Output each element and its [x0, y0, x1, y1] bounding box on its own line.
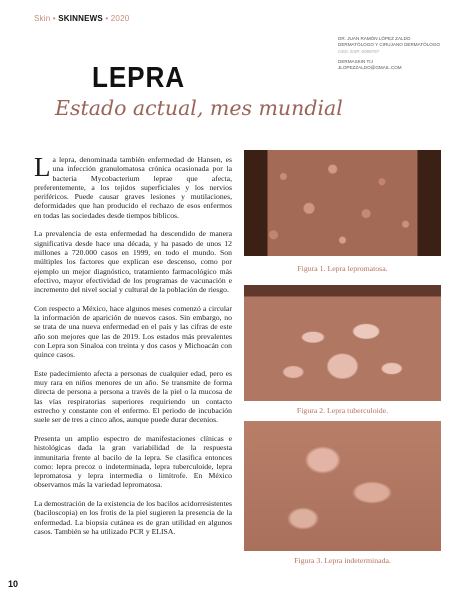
page-number: 10: [8, 579, 19, 589]
header-brand: SKINNEWS: [58, 14, 103, 23]
author-block: [338, 36, 453, 71]
paragraph-2: La prevalencia de esta enfermedad ha descendido de manera significativa desde hace una década, y ha pasado de unos 12 millones a 720.000 casos en 1999, en todo el mundo. Son múltiples los factores que explican ese descenso, como por ejemplo un mejor diagnóstico, tratamiento farmacológico más efectivo, mayor efectividad de los programas de vacunación e incremento del nivel social y cultural de la población de riesgo.: [34, 229, 232, 295]
author-practice: DERMASKIN TIJ: [338, 58, 373, 64]
author-email: JLOPEZZALDO@GMAIL.COM: [338, 65, 402, 71]
header-suffix: • 2020: [102, 14, 130, 23]
figure-3-photo: [244, 421, 441, 551]
magazine-header: [34, 14, 129, 23]
figure-2-caption: Figura 2. Lepra tuberculoide.: [296, 406, 389, 415]
paragraph-6: La demostración de la existencia de los bacilos acidorresistentes (baciloscopia) en los frotis de la piel sugieren la presencia de la enfermedad. La biopsia cutánea es de gran utilidad en algunos casos. También se ha utilizado PCR y ELISA.: [34, 498, 232, 536]
article-subtitle: Estado actual, mes mundial: [55, 96, 343, 120]
paragraph-4: Este padecimiento afecta a personas de cualquier edad, pero es muy rara en niños menores de un año. Se transmite de forma directa de persona a persona a través de la piel o la mucosa de las vías respiratorias superiores requiriendo un contacto estrecho y constante con el enfermo. El periodo de incubación suele ser de tres a cinco años, aunque puede durar decenios.: [34, 368, 232, 425]
figure-3-caption: Figura 3. Lepra indeterminada.: [294, 556, 391, 565]
figure-1-photo: [244, 150, 441, 256]
author-name: DR. JUAN RAMÓN LÓPEZ ZALDO: [338, 36, 411, 41]
paragraph-1: La lepra, denominada también enfermedad de Hansen, es una infección granulomatosa crónica ocasionada por la bacteria Mycobacterium leprae que afecta, preferentemente, a los tejidos superficiales y los nervios periféricos. Puede causar graves lesiones y mutilaciones, deformidades que han producido el rechazo de esos enfermos en todas las sociedades desde tiempos bíblicos.: [34, 152, 232, 220]
author-license: CED. ESP. 6099797: [338, 48, 380, 54]
figure-1-caption: Figura 1. Lepra lepromatosa.: [297, 264, 388, 273]
paragraph-5: Presenta un amplio espectro de manifestaciones clínicas e histológicas dada la gran variabilidad de la respuesta inmunitaria frente al bacilo de la lepra. Se clasifica entonces como: lepra precoz o indeterminada, lepra tuberculoide, lepra lepromatosa y lepra intermedia o limítrofe. En México observamos más la variedad lepromatosa.: [34, 433, 232, 490]
figure-2-photo: [244, 285, 441, 401]
paragraph-3: Con respecto a México, hace algunos meses comenzó a circular la información de aparición de nuevos casos. Sin embargo, no se trata de una nueva enfermedad en el país y las cifras de este año son mejores que las de 2019. Los estados más prevalentes con Lepra son Sinaloa con treinta y dos casos y Michoacán con quince casos.: [34, 303, 232, 360]
article-body: [34, 152, 232, 545]
header-prefix: Skin •: [34, 14, 59, 23]
author-title: DERMATÓLOGO Y CIRUJANO DERMATÓLOGO: [338, 42, 441, 48]
article-title: LEPRA: [92, 62, 185, 94]
